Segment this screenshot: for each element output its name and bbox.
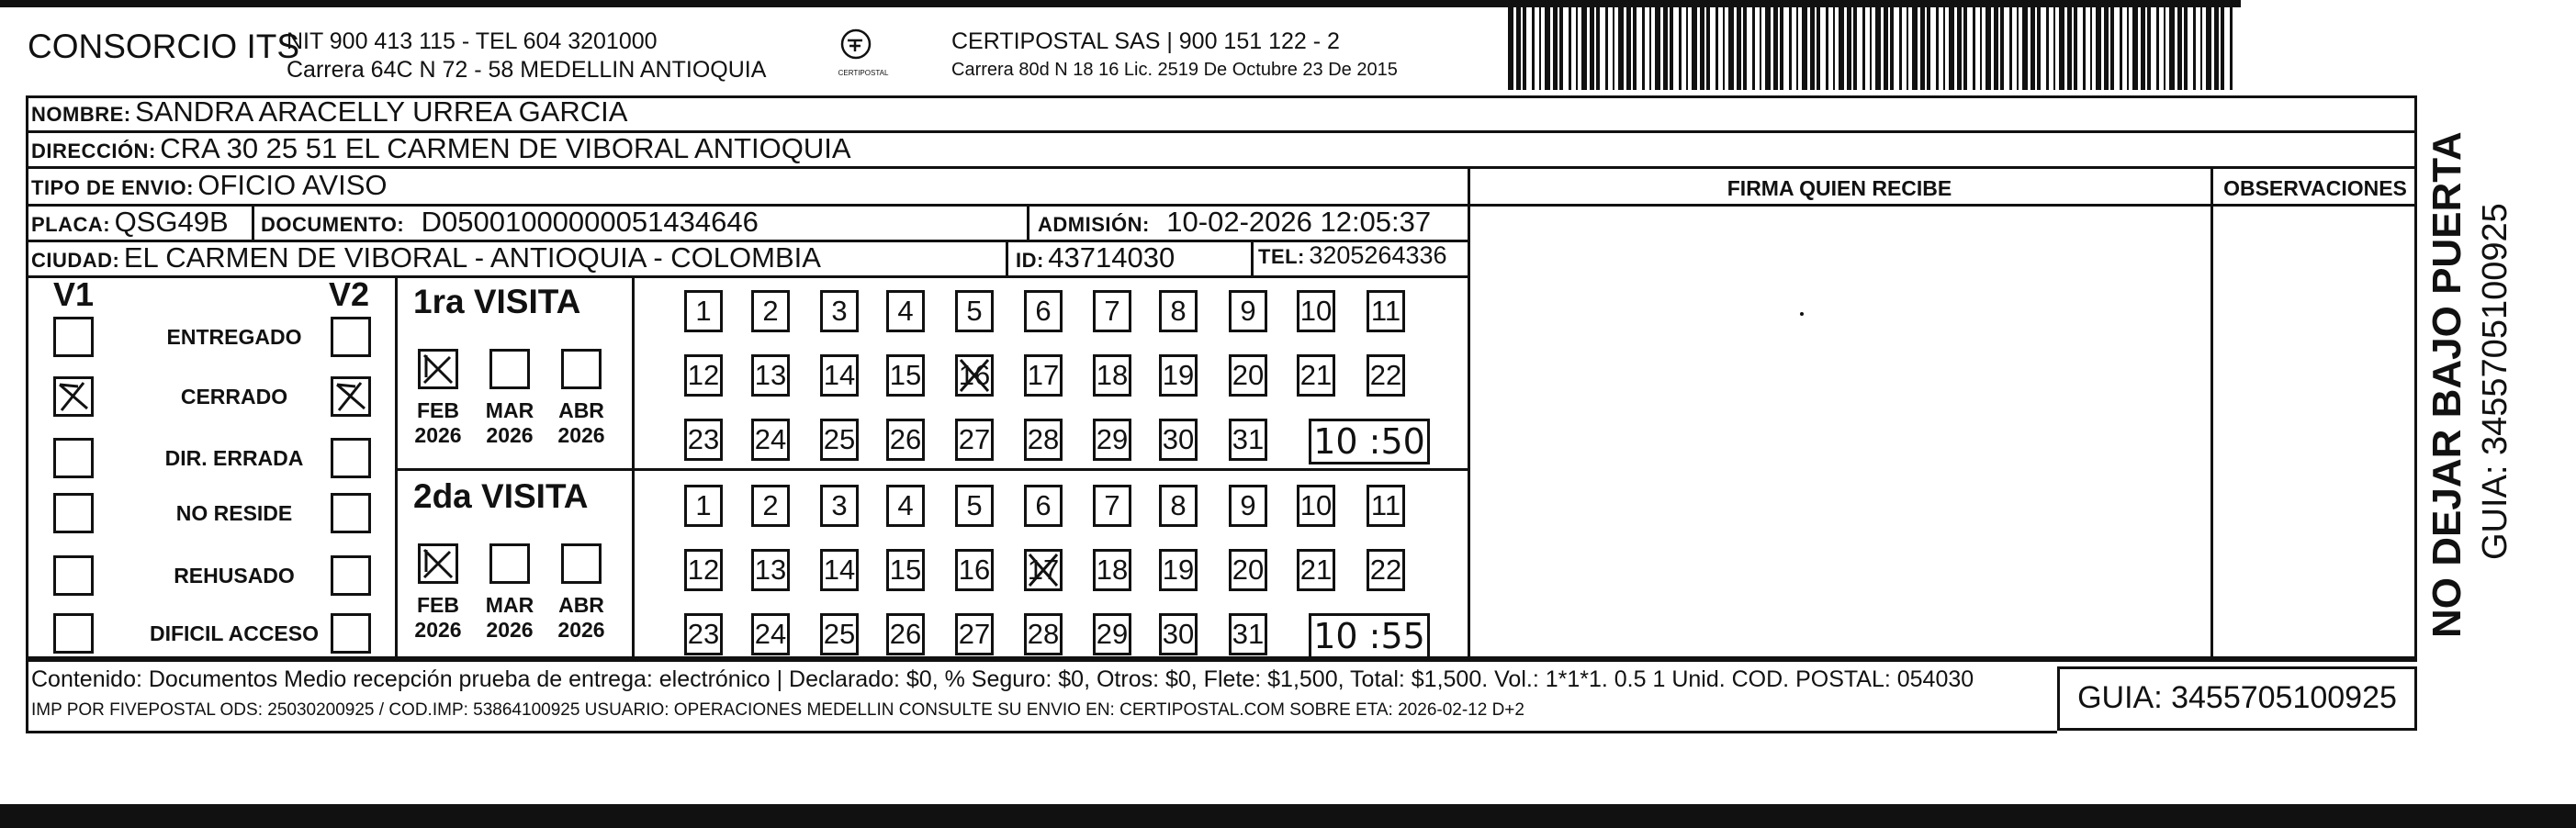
admision-cell xyxy=(1038,206,1431,239)
day-box[interactable]: 14 xyxy=(820,354,859,397)
certi-address: Carrera 80d N 18 16 Lic. 2519 De Octubre 23 De 2015 xyxy=(951,60,1398,80)
month-name: ABR xyxy=(558,398,604,422)
bottom-border xyxy=(0,804,2576,828)
day-box[interactable]: 26 xyxy=(886,419,925,461)
day-box[interactable]: 3 xyxy=(820,290,859,332)
month-name: FEB xyxy=(417,593,459,617)
month-checkbox[interactable] xyxy=(489,349,530,389)
day-box[interactable]: 19 xyxy=(1159,549,1198,591)
v2-checkbox[interactable] xyxy=(331,317,371,357)
day-box[interactable]: 18 xyxy=(1093,354,1131,397)
day-box[interactable]: 8 xyxy=(1159,290,1198,332)
day-box[interactable]: 21 xyxy=(1297,354,1335,397)
id-cell xyxy=(1016,241,1175,274)
day-box[interactable]: 19 xyxy=(1159,354,1198,397)
day-box[interactable]: 4 xyxy=(886,290,925,332)
company-info xyxy=(287,28,766,84)
nombre-label: NOMBRE: xyxy=(31,103,131,126)
day-box[interactable]: 9 xyxy=(1229,485,1267,527)
check-mark-icon xyxy=(56,379,91,414)
status-label: DIFICIL ACCESO xyxy=(149,621,319,645)
day-box[interactable]: 28 xyxy=(1024,613,1063,655)
day-box[interactable]: 31 xyxy=(1229,419,1267,461)
documento-label: DOCUMENTO: xyxy=(261,213,405,236)
tipo-label: TIPO DE ENVIO: xyxy=(31,176,194,199)
day-box[interactable]: 10 xyxy=(1297,290,1335,332)
guia-box: GUIA: 3455705100925 xyxy=(2057,666,2417,731)
v1-header: V1 xyxy=(53,275,95,313)
day-box[interactable]: 18 xyxy=(1093,549,1131,591)
day-box[interactable]: 2 xyxy=(751,290,790,332)
day-box[interactable]: 17 xyxy=(1024,549,1063,591)
month-year: 2026 xyxy=(557,423,605,447)
day-box[interactable]: 3 xyxy=(820,485,859,527)
tipo-row xyxy=(31,169,388,202)
day-box[interactable]: 9 xyxy=(1229,290,1267,332)
month-year: 2026 xyxy=(557,618,605,642)
month-checkbox[interactable] xyxy=(418,543,458,584)
month-checkbox[interactable] xyxy=(561,543,602,584)
logo-text: CERTIPOSTAL xyxy=(838,69,889,77)
day-box[interactable]: 14 xyxy=(820,549,859,591)
day-box[interactable]: 6 xyxy=(1024,485,1063,527)
v2-checkbox[interactable] xyxy=(331,613,371,654)
month-label xyxy=(549,398,613,448)
day-box[interactable]: 15 xyxy=(886,354,925,397)
day-box[interactable]: 1 xyxy=(684,485,723,527)
day-box[interactable]: 15 xyxy=(886,549,925,591)
day-box[interactable]: 1 xyxy=(684,290,723,332)
check-mark-icon xyxy=(421,352,456,386)
direccion-value: CRA 30 25 51 EL CARMEN DE VIBORAL ANTIOQUIA xyxy=(160,132,851,164)
no-dejar-warning: NO DEJAR BAJO PUERTA xyxy=(2424,131,2469,638)
month-checkbox[interactable] xyxy=(418,349,458,389)
direccion-row xyxy=(31,132,851,165)
day-box[interactable]: 27 xyxy=(955,419,994,461)
admision-label: ADMISIÓN: xyxy=(1038,213,1150,236)
day-box[interactable]: 11 xyxy=(1367,290,1405,332)
check-mark-icon xyxy=(421,546,456,581)
side-vertical-text xyxy=(2424,129,2553,643)
v2-checkbox[interactable] xyxy=(331,438,371,478)
month-year: 2026 xyxy=(486,618,534,642)
visit-title: 2da VISITA xyxy=(413,477,589,515)
v1-checkbox[interactable] xyxy=(53,613,94,654)
month-label xyxy=(406,593,470,643)
month-checkbox[interactable] xyxy=(489,543,530,584)
v2-header: V2 xyxy=(329,275,370,313)
footer-print-info: IMP POR FIVEPOSTAL ODS: 25030200925 / COD.IMP: 53864100925 USUARIO: OPERACIONES MEDELLIN CONSULTE SU ENVIO EN: CERTIPOSTAL.COM SOBRE ETA: 2026-02-12 D+2 xyxy=(31,700,1524,720)
v1-checkbox[interactable] xyxy=(53,438,94,478)
day-box[interactable]: 22 xyxy=(1367,354,1405,397)
day-box[interactable]: 29 xyxy=(1093,613,1131,655)
address-line: Carrera 64C N 72 - 58 MEDELLIN ANTIOQUIA xyxy=(287,57,767,83)
month-label xyxy=(478,398,542,448)
certi-line: CERTIPOSTAL SAS | 900 151 122 - 2 xyxy=(951,28,1340,54)
day-box[interactable]: 29 xyxy=(1093,419,1131,461)
ciudad-row xyxy=(31,241,821,274)
day-box[interactable]: 7 xyxy=(1093,485,1131,527)
v1-checkbox[interactable] xyxy=(53,555,94,596)
v2-checkbox[interactable] xyxy=(331,493,371,533)
v2-checkbox[interactable] xyxy=(331,376,371,417)
footer-content: Contenido: Documentos Medio recepción prueba de entrega: electrónico | Declarado: $0, % Seguro: $0, Otros: $0, Flete: $1,500, Total: $1,500. Vol.: 1*1*1. 0.5 1 Unid. COD. POSTAL: 054030 xyxy=(31,666,1974,692)
day-box[interactable]: 12 xyxy=(684,354,723,397)
v1-checkbox[interactable] xyxy=(53,317,94,357)
certipostal-logo-icon xyxy=(831,28,882,64)
ciudad-label: CIUDAD: xyxy=(31,249,120,272)
day-box[interactable]: 27 xyxy=(955,613,994,655)
top-border xyxy=(0,0,2241,7)
month-year: 2026 xyxy=(414,423,462,447)
day-box[interactable]: 5 xyxy=(955,485,994,527)
month-label xyxy=(549,593,613,643)
placa-label: PLACA: xyxy=(31,213,111,236)
tel-value: 3205264336 xyxy=(1309,241,1447,269)
day-box[interactable]: 10 xyxy=(1297,485,1335,527)
day-box[interactable]: 28 xyxy=(1024,419,1063,461)
month-name: MAR xyxy=(485,398,534,422)
barcode xyxy=(1508,7,2235,90)
check-mark-icon xyxy=(333,379,368,414)
day-box[interactable]: 16 xyxy=(955,354,994,397)
nit-line: NIT 900 413 115 - TEL 604 3201000 xyxy=(287,28,658,54)
admision-value: 10-02-2026 12:05:37 xyxy=(1166,206,1432,238)
day-box[interactable]: 24 xyxy=(751,613,790,655)
day-box[interactable]: 20 xyxy=(1229,549,1267,591)
day-box[interactable]: 20 xyxy=(1229,354,1267,397)
observaciones-header: OBSERVACIONES xyxy=(2223,176,2407,200)
day-box[interactable]: 25 xyxy=(820,613,859,655)
day-box[interactable]: 13 xyxy=(751,549,790,591)
status-label: CERRADO xyxy=(180,385,288,408)
day-box[interactable]: 8 xyxy=(1159,485,1198,527)
status-label: REHUSADO xyxy=(174,564,295,587)
nombre-value: SANDRA ARACELLY URREA GARCIA xyxy=(135,95,628,128)
v1-checkbox[interactable] xyxy=(53,493,94,533)
documento-cell xyxy=(261,206,759,239)
day-box[interactable]: 7 xyxy=(1093,290,1131,332)
nombre-row xyxy=(31,95,627,129)
v1-checkbox[interactable] xyxy=(53,376,94,417)
day-box[interactable]: 23 xyxy=(684,419,723,461)
day-box[interactable]: 21 xyxy=(1297,549,1335,591)
day-box[interactable]: 26 xyxy=(886,613,925,655)
day-box[interactable]: 16 xyxy=(955,549,994,591)
tel-cell xyxy=(1258,241,1447,270)
visit-time[interactable]: 10 :55 xyxy=(1309,613,1430,659)
tipo-value: OFICIO AVISO xyxy=(197,169,388,201)
month-name: FEB xyxy=(417,398,459,422)
id-label: ID: xyxy=(1016,249,1044,272)
month-checkbox[interactable] xyxy=(561,349,602,389)
month-year: 2026 xyxy=(486,423,534,447)
status-label: NO RESIDE xyxy=(175,501,293,525)
v2-checkbox[interactable] xyxy=(331,555,371,596)
firma-header: FIRMA QUIEN RECIBE xyxy=(1727,176,1952,200)
day-box[interactable]: 13 xyxy=(751,354,790,397)
placa-row xyxy=(31,206,229,239)
placa-value: QSG49B xyxy=(114,206,229,238)
day-box[interactable]: 2 xyxy=(751,485,790,527)
day-box[interactable]: 6 xyxy=(1024,290,1063,332)
side-guia: GUIA: 3455705100925 xyxy=(2476,203,2514,560)
day-box[interactable]: 31 xyxy=(1229,613,1267,655)
day-box[interactable]: 12 xyxy=(684,549,723,591)
visit-title: 1ra VISITA xyxy=(413,283,581,320)
month-label xyxy=(406,398,470,448)
status-label: DIR. ERRADA xyxy=(164,446,304,470)
status-label: ENTREGADO xyxy=(166,325,302,349)
company-name: CONSORCIO ITS xyxy=(28,28,300,65)
month-name: MAR xyxy=(485,593,534,617)
month-label xyxy=(478,593,542,643)
day-box[interactable]: 17 xyxy=(1024,354,1063,397)
day-box[interactable]: 30 xyxy=(1159,613,1198,655)
direccion-label: DIRECCIÓN: xyxy=(31,140,156,162)
day-box[interactable]: 30 xyxy=(1159,419,1198,461)
certipostal-info xyxy=(951,28,1398,84)
month-name: ABR xyxy=(558,593,604,617)
day-box[interactable]: 4 xyxy=(886,485,925,527)
documento-value: D05001000000051434646 xyxy=(421,206,759,238)
ciudad-value: EL CARMEN DE VIBORAL - ANTIOQUIA - COLOMBIA xyxy=(123,241,821,274)
day-box[interactable]: 22 xyxy=(1367,549,1405,591)
stray-dot xyxy=(1800,312,1804,316)
month-year: 2026 xyxy=(414,618,462,642)
day-box[interactable]: 23 xyxy=(684,613,723,655)
day-box[interactable]: 5 xyxy=(955,290,994,332)
visit-time[interactable]: 10 :50 xyxy=(1309,419,1430,464)
day-box[interactable]: 25 xyxy=(820,419,859,461)
tel-label: TEL: xyxy=(1258,245,1305,268)
id-value: 43714030 xyxy=(1048,241,1176,274)
day-box[interactable]: 11 xyxy=(1367,485,1405,527)
day-box[interactable]: 24 xyxy=(751,419,790,461)
